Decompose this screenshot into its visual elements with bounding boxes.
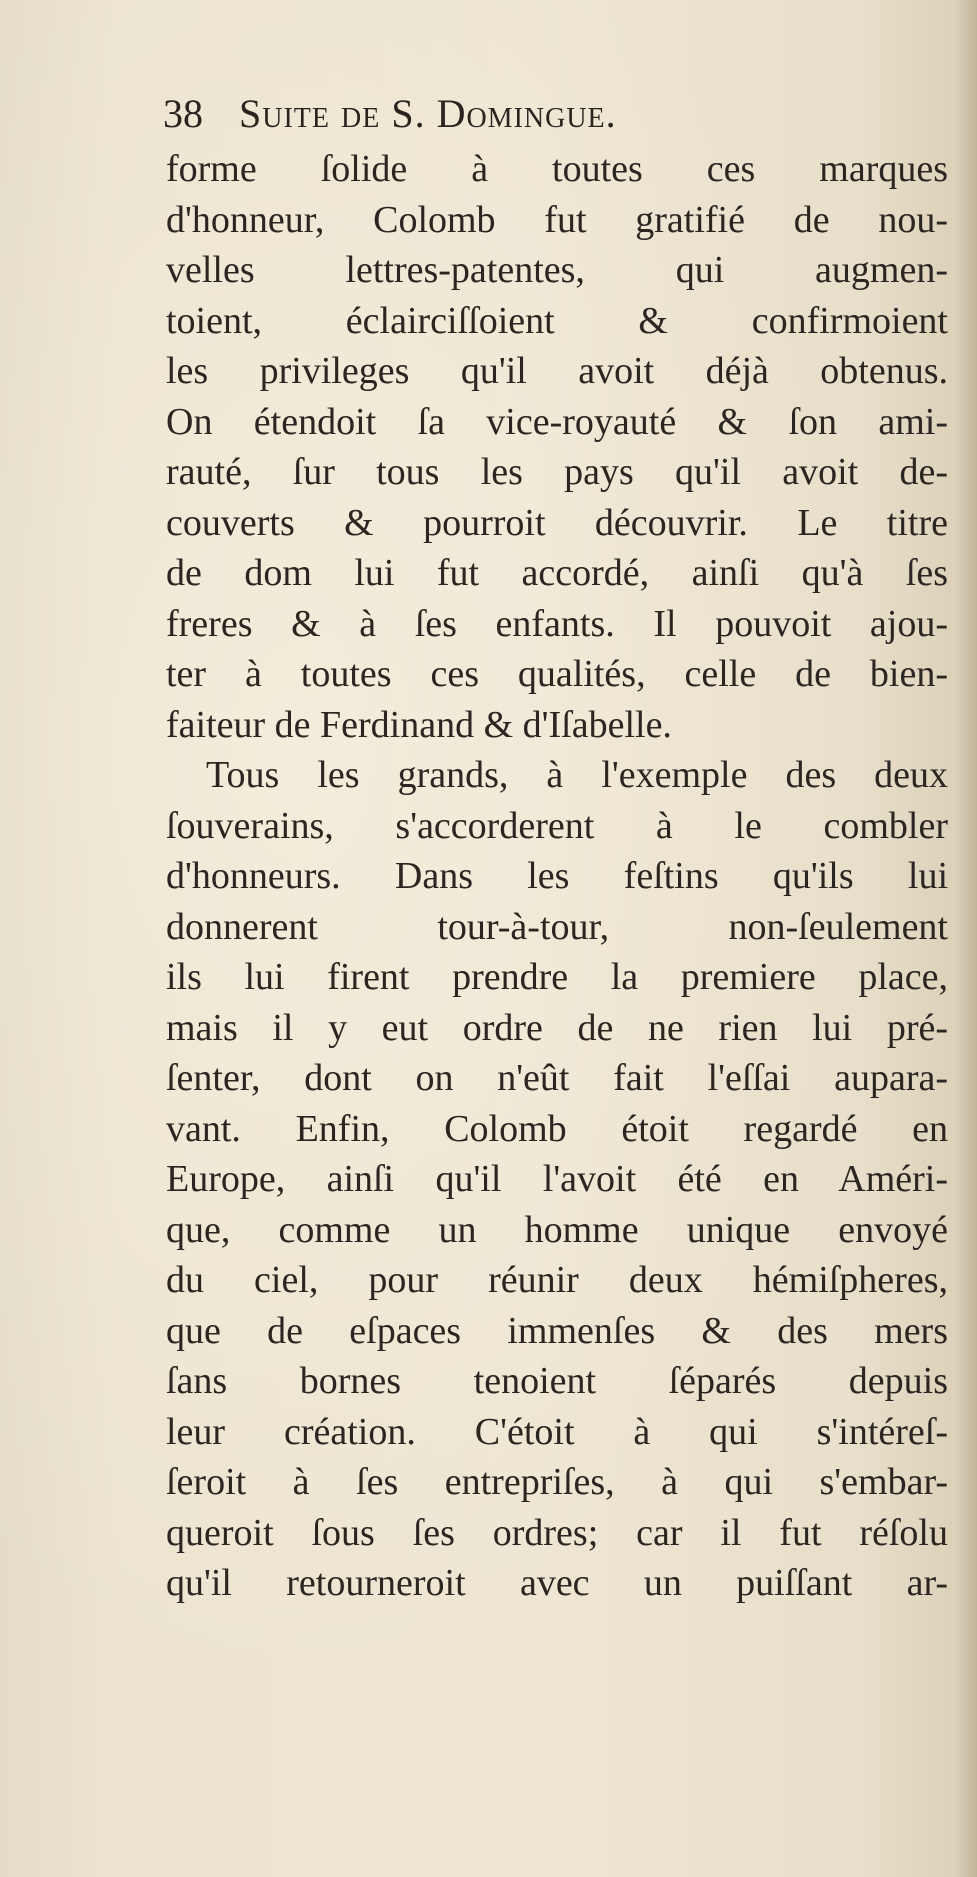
text-line: Europe, ainſi qu'il l'avoit été en Améri- bbox=[166, 1158, 948, 1200]
text-line: que de eſpaces immenſes & des mers bbox=[166, 1309, 948, 1352]
text-line: les privileges qu'il avoit déjà obtenus. bbox=[166, 350, 948, 392]
text-line: du ciel, pour réunir deux hémiſpheres, bbox=[166, 1259, 948, 1301]
text-line: velles lettres-patentes, qui augmen- bbox=[166, 249, 948, 291]
text-line: freres & à ſes enfants. Il pouvoit ajou- bbox=[166, 602, 948, 645]
text-line: ſenter, dont on n'eût fait l'eſſai aupara- bbox=[166, 1057, 948, 1099]
text-line: d'honneur, Colomb fut gratifié de nou- bbox=[166, 198, 948, 241]
text-line: forme ſolide à toutes ces marques bbox=[166, 148, 948, 190]
text-line: que, comme un homme unique envoyé bbox=[166, 1208, 948, 1251]
text-line: faiteur de Ferdinand & d'Iſabelle. bbox=[166, 703, 672, 746]
text-line: d'honneurs. Dans les feſtins qu'ils lui bbox=[166, 855, 948, 897]
text-line: toient, éclairciſſoient & confirmoient bbox=[166, 299, 948, 342]
text-line: ter à toutes ces qualités, celle de bien- bbox=[166, 653, 948, 695]
text-line: queroit ſous ſes ordres; car il fut réſolu bbox=[166, 1511, 948, 1554]
page-edge-shadow bbox=[955, 0, 977, 1877]
paragraph-2 bbox=[166, 750, 948, 1609]
text-line: ſouverains, s'accorderent à le combler bbox=[166, 804, 948, 847]
text-line: mais il y eut ordre de ne rien lui pré- bbox=[166, 1006, 948, 1049]
text-line: ſans bornes tenoient ſéparés depuis bbox=[166, 1360, 948, 1402]
text-line: ſeroit à ſes entrepriſes, à qui s'embar- bbox=[166, 1461, 948, 1503]
text-line: de dom lui fut accordé, ainſi qu'à ſes bbox=[166, 552, 948, 594]
running-header bbox=[163, 88, 923, 140]
text-line: On étendoit ſa vice-royauté & ſon ami- bbox=[166, 400, 948, 443]
text-line: ils lui firent prendre la premiere place, bbox=[166, 956, 948, 998]
running-title: Suite de S. Domingue. bbox=[239, 91, 617, 136]
page-number: 38 bbox=[163, 91, 203, 136]
text-line: rauté, ſur tous les pays qu'il avoit de- bbox=[166, 451, 948, 493]
body-text bbox=[166, 144, 948, 1609]
paragraph-1 bbox=[166, 144, 948, 750]
text-line: vant. Enfin, Colomb étoit regardé en bbox=[166, 1107, 948, 1150]
text-line: leur création. C'étoit à qui s'intéreſ- bbox=[166, 1410, 948, 1453]
text-line: donnerent tour-à-tour, non-ſeulement bbox=[166, 905, 948, 948]
text-line: Tous les grands, à l'exemple des deux bbox=[206, 754, 948, 796]
text-line: qu'il retourneroit avec un puiſſant ar- bbox=[166, 1562, 948, 1604]
text-line: couverts & pourroit découvrir. Le titre bbox=[166, 501, 948, 544]
